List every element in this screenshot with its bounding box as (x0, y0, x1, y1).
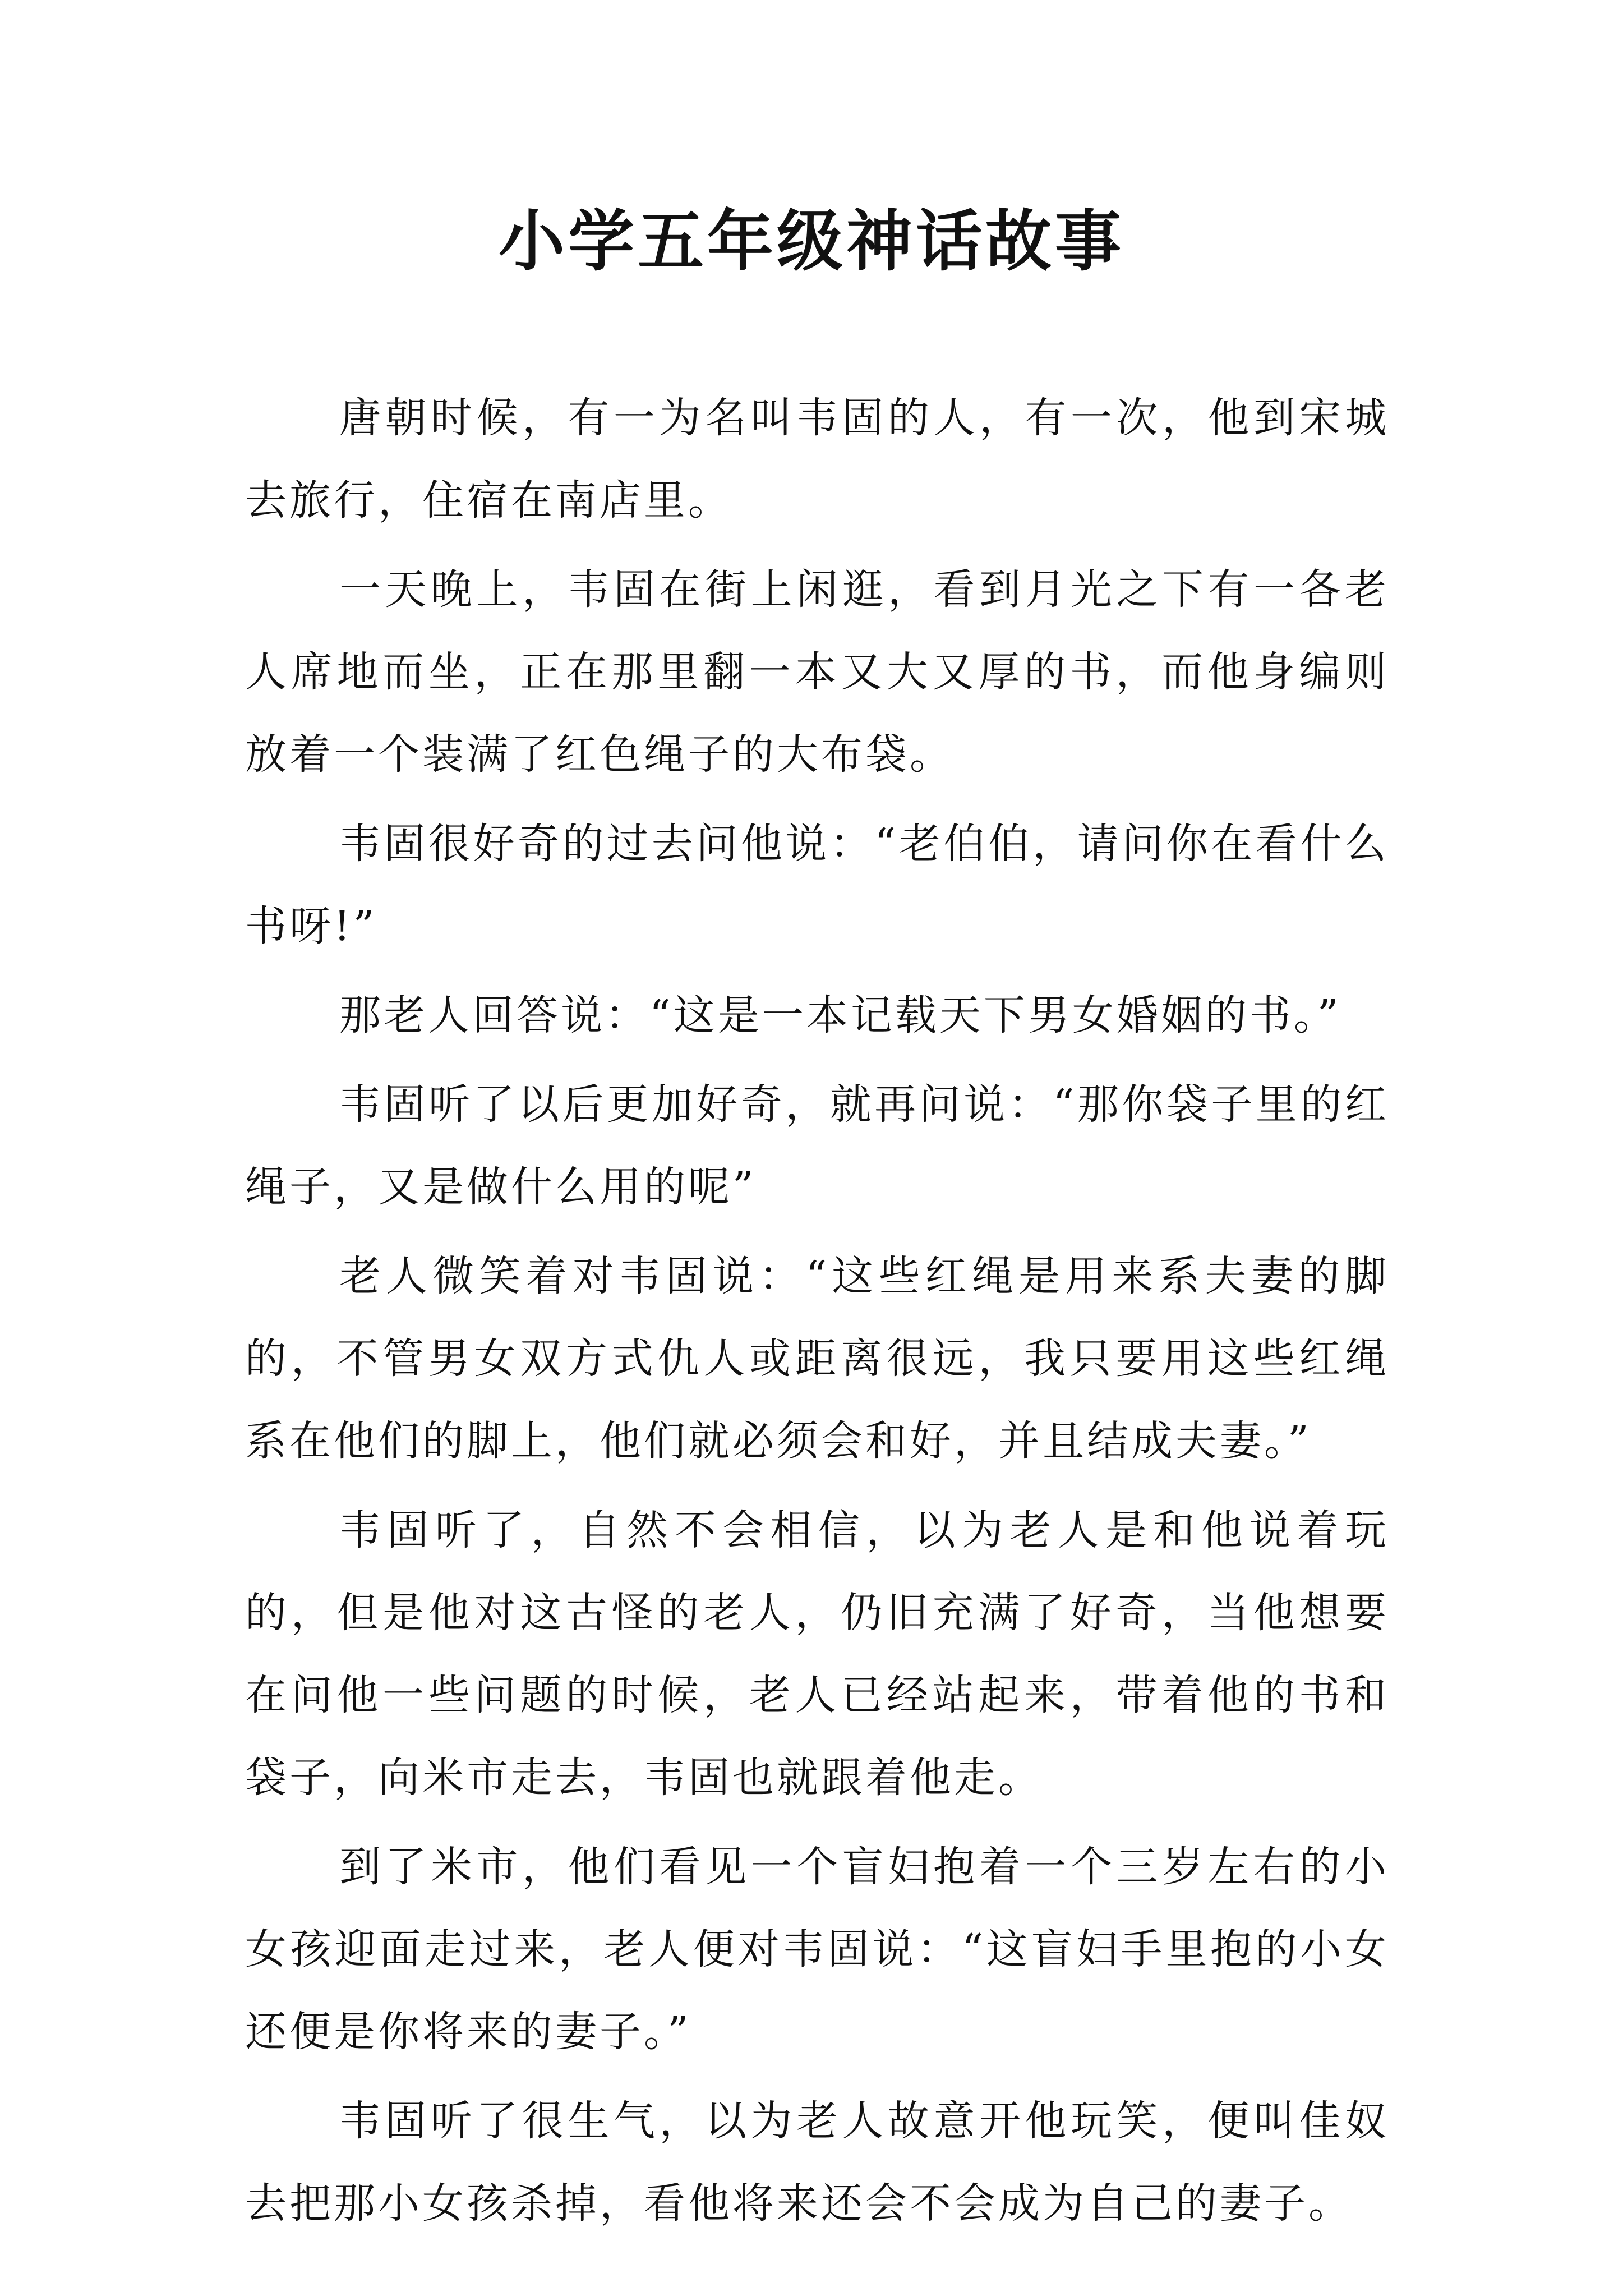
paragraph: 韦固很好奇的过去问他说：“老伯伯，请问你在看什么书呀!” (245, 820, 1389, 950)
paragraph: 那老人回答说：“这是一本记载天下男女婚姻的书。” (339, 991, 1341, 1039)
document-title: 小学五年级神话故事 (498, 203, 1124, 280)
paragraph: 韦固听了很生气，以为老人故意开他玩笑，便叫佳奴去把那小女孩杀掉，看他将来还会不会成为自己的妻子。 (245, 2097, 1389, 2228)
paragraph: 韦固听了，自然不会相信，以为老人是和他说着玩的，但是他对这古怪的老人，仍旧充满了好奇，当他想要在问他一些问题的时候，老人已经站起来，带着他的书和袋子，向米市走去，韦固也就跟着他走。 (245, 1506, 1389, 1802)
paragraph: 到了米市，他们看见一个盲妇抱着一个三岁左右的小女孩迎面走过来，老人便对韦固说：“这盲妇手里抱的小女还便是你将来的妻子。” (245, 1843, 1389, 2056)
paragraph: 一天晚上，韦固在街上闲逛，看到月光之下有一各老人席地而坐，正在那里翻一本又大又厚的书，而他身编则放着一个装满了红色绳子的大布袋。 (245, 565, 1389, 779)
document-body (245, 377, 1389, 2252)
paragraph: 唐朝时候，有一为名叫韦固的人，有一次，他到宋城去旅行，住宿在南店里。 (245, 394, 1389, 524)
paragraph: 老人微笑着对韦固说：“这些红绳是用来系夫妻的脚的，不管男女双方式仇人或距离很远，我只要用这些红绳系在他们的脚上，他们就必须会和好，并且结成夫妻。” (245, 1252, 1389, 1465)
paragraph: 韦固听了以后更加好奇，就再问说：“那你袋子里的红绳子，又是做什么用的呢” (245, 1080, 1389, 1211)
